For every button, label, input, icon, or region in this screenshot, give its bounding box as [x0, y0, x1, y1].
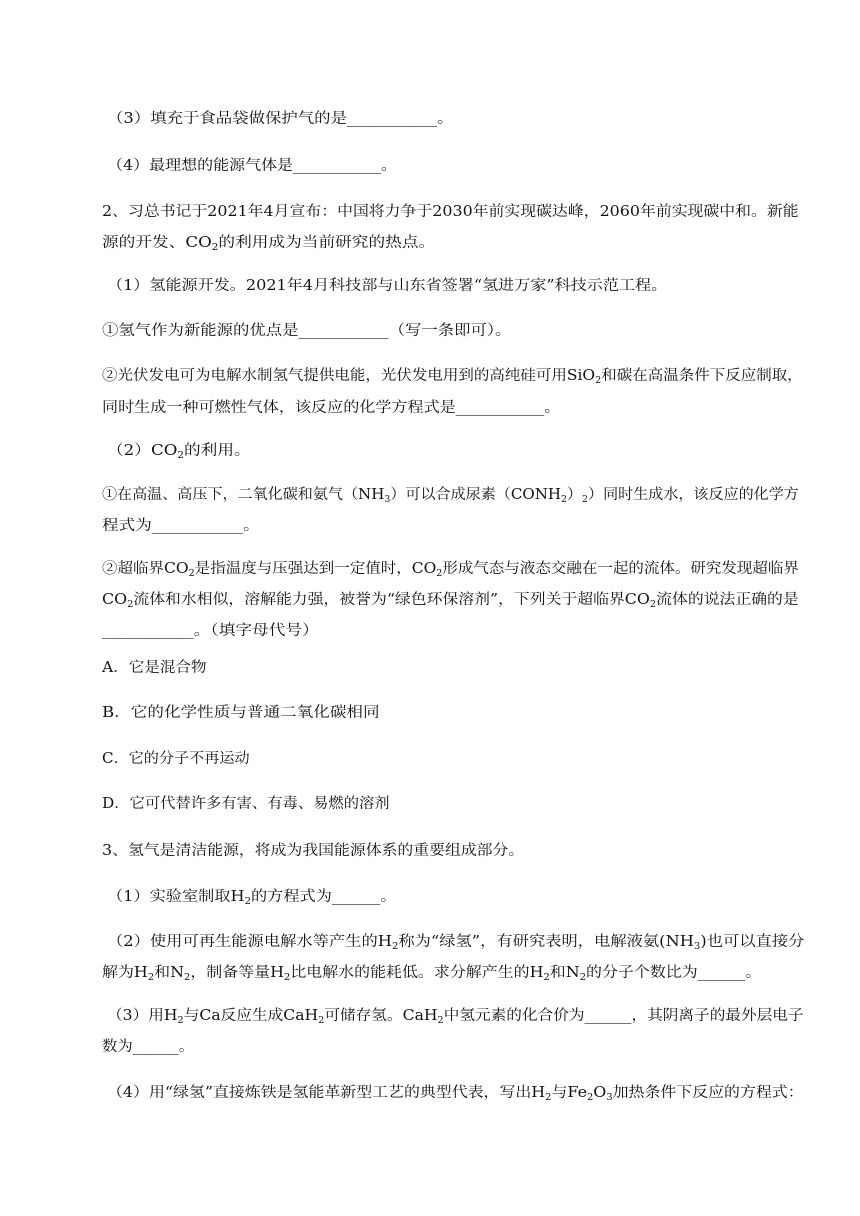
- text-line: [102, 963, 761, 983]
- text-segment: 3、氢气是清洁能源，将成为我国能源体系的重要组成部分。: [102, 843, 525, 859]
- subscript: 2: [177, 1016, 184, 1026]
- text-line: [102, 233, 435, 253]
- subscript: 3: [606, 1093, 613, 1103]
- subscript: 2: [244, 897, 252, 907]
- text-segment: 形成气态与液态交融在一起的流体。研究发现超临界: [442, 561, 799, 577]
- text-segment: 与Fe: [551, 1085, 587, 1101]
- text-line: [107, 276, 667, 296]
- text-segment: )也可以直接分: [700, 934, 805, 950]
- text-segment: 流体的说法正确的是: [656, 592, 799, 608]
- text-segment: A．它是混合物: [102, 660, 207, 676]
- text-line: [102, 559, 799, 579]
- text-segment: 的方程式为______。: [251, 889, 397, 905]
- text-segment: CO: [102, 592, 128, 608]
- text-line: [107, 887, 397, 907]
- text-segment: 中氢元素的化合价为______，其阴离子的最外层电子: [443, 1008, 804, 1024]
- text-segment: 2、习总书记于2021年4月宣布：中国将力争于2030年前实现碳达峰，2060年前实现碳中和。新能: [102, 204, 799, 220]
- text-segment: 和N: [549, 965, 580, 981]
- text-segment: （2）CO: [107, 443, 178, 459]
- text-line: [102, 621, 319, 641]
- text-segment: 加热条件下反应的方程式：: [612, 1085, 804, 1101]
- subscript: 2: [436, 569, 443, 579]
- text-segment: ②超临界CO: [102, 561, 189, 577]
- text-line: [102, 516, 260, 536]
- subscript: 2: [284, 973, 291, 983]
- text-segment: ，制备等量H: [190, 965, 285, 981]
- text-line: [107, 1083, 804, 1103]
- text-segment: D．它可代替许多有害、有毒、易燃的溶剂: [102, 796, 390, 812]
- text-segment: 流体和水相似，溶解能力强，被誉为“绿色环保溶剂”，下列关于超临界CO: [133, 592, 650, 608]
- subscript: 2: [437, 1016, 444, 1026]
- text-segment: ___________。（填字母代号）: [102, 623, 319, 639]
- text-line: [102, 794, 390, 814]
- text-line: [102, 1037, 194, 1057]
- text-line: [107, 441, 251, 461]
- text-line: [107, 1006, 804, 1026]
- text-segment: 与Ca反应生成CaH: [183, 1008, 319, 1024]
- text-segment: 源的开发、CO: [102, 235, 212, 251]
- text-line: [102, 841, 524, 861]
- subscript: 2: [543, 973, 550, 983]
- subscript: 2: [211, 243, 219, 253]
- text-line: [102, 703, 380, 723]
- text-segment: 和N: [154, 965, 185, 981]
- text-segment: 和碳在高温条件下反应制取，: [601, 368, 803, 384]
- text-segment: 同时生成一种可燃性气体，该反应的化学方程式是___________。: [102, 400, 561, 416]
- subscript: 2: [188, 569, 195, 579]
- subscript: 2: [579, 973, 587, 983]
- subscript: 3: [693, 942, 701, 952]
- text-segment: （4）最理想的能源气体是___________。: [107, 158, 397, 174]
- text-segment: 的利用成为当前研究的热点。: [218, 235, 436, 251]
- subscript: 2: [561, 495, 567, 505]
- text-segment: ）: [566, 487, 583, 503]
- text-segment: 的利用。: [183, 443, 251, 459]
- text-segment: 可储存氢。CaH: [324, 1008, 438, 1024]
- text-segment: ②光伏发电可为电解水制氢气提供电能，光伏发电用到的高纯硅可用SiO: [102, 368, 596, 384]
- text-line: [102, 658, 207, 678]
- text-line: [102, 366, 803, 386]
- subscript: 2: [184, 973, 191, 983]
- text-segment: ①在高温、高压下，二氧化碳和氨气（NH: [102, 487, 385, 503]
- text-segment: （3）填充于食品袋做保护气的是___________。: [107, 111, 454, 127]
- subscript: 2: [595, 376, 602, 386]
- text-segment: 程式为___________。: [102, 518, 260, 534]
- text-segment: （4）用“绿氢”直接炼铁是氢能革新型工艺的典型代表，写出H: [107, 1085, 546, 1101]
- text-segment: ）同时生成水，该反应的化学方: [588, 487, 799, 503]
- subscript: 2: [318, 1016, 325, 1026]
- text-segment: （3）用H: [107, 1008, 178, 1024]
- subscript: 3: [384, 495, 391, 505]
- text-segment: O: [593, 1085, 607, 1101]
- text-segment: 比电解水的能耗低。求分解产生的H: [290, 965, 544, 981]
- text-line: [107, 932, 804, 952]
- text-line: [102, 398, 560, 418]
- text-line: [102, 749, 250, 769]
- text-segment: 解为H: [102, 965, 148, 981]
- text-segment: B．它的化学性质与普通二氧化碳相同: [102, 705, 380, 721]
- subscript: 2: [582, 495, 589, 505]
- text-segment: 数为______。: [102, 1039, 194, 1055]
- text-line: [107, 109, 454, 129]
- text-segment: ）可以合成尿素（CONH: [390, 487, 562, 503]
- subscript: 2: [147, 973, 155, 983]
- text-segment: 的分子个数比为______。: [586, 965, 762, 981]
- subscript: 2: [586, 1093, 594, 1103]
- text-segment: 称为“绿氢”，有研究表明，电解液氨(NH: [398, 934, 694, 950]
- subscript: 2: [127, 600, 134, 610]
- subscript: 2: [391, 942, 399, 952]
- text-line: [102, 590, 799, 610]
- text-line: [107, 156, 397, 176]
- text-segment: （1）实验室制取H: [107, 889, 245, 905]
- subscript: 2: [545, 1093, 552, 1103]
- text-line: [102, 202, 799, 222]
- text-segment: 是指温度与压强达到一定值时，CO: [194, 561, 437, 577]
- text-line: [102, 485, 799, 505]
- subscript: 2: [649, 600, 657, 610]
- text-segment: C．它的分子不再运动: [102, 751, 250, 767]
- text-segment: ①氢气作为新能源的优点是___________（写一条即可）。: [102, 323, 512, 339]
- text-segment: （2）使用可再生能源电解水等产生的H: [107, 934, 392, 950]
- text-line: [102, 321, 511, 341]
- text-segment: （1）氢能源开发。2021年4月科技部与山东省签署“氢进万家”科技示范工程。: [107, 278, 668, 294]
- subscript: 2: [177, 451, 184, 461]
